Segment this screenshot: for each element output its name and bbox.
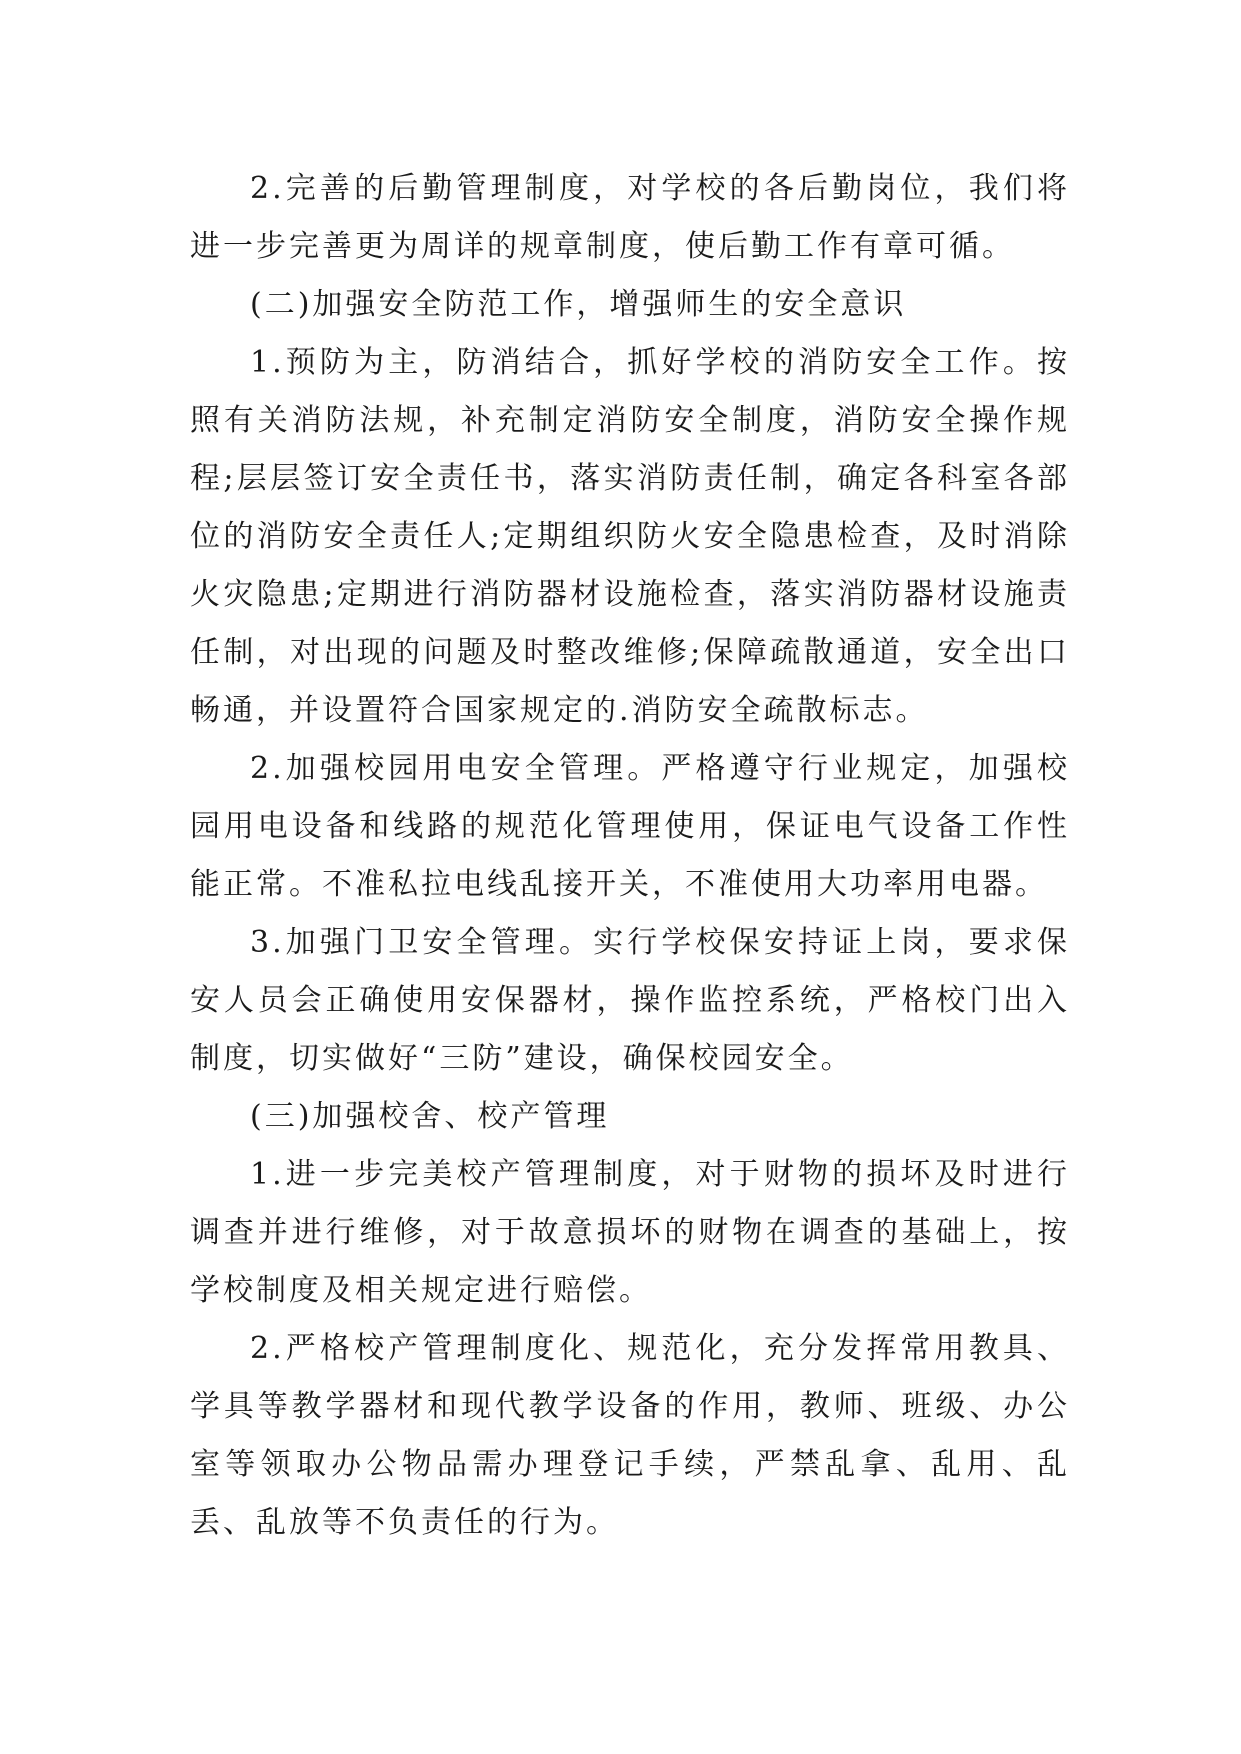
paragraph-logistics-rules: 2.完善的后勤管理制度，对学校的各后勤岗位，我们将进一步完善更为周详的规章制度，使后勤工作有章可循。	[190, 171, 1070, 264]
paragraph-electric-safety: 2.加强校园用电安全管理。严格遵守行业规定，加强校园用电设备和线路的规范化管理使用，保证电气设备工作性能正常。不准私拉电线乱接开关，不准使用大功率用电器。	[190, 751, 1070, 902]
paragraph-property-repair: 1.进一步完美校产管理制度，对于财物的损坏及时进行调查并进行维修，对于故意损坏的财物在调查的基础上，按学校制度及相关规定进行赔偿。	[190, 1157, 1070, 1308]
section-heading-property: (三)加强校舍、校产管理	[250, 1099, 610, 1134]
document-body	[190, 160, 1070, 1552]
section-heading-safety: (二)加强安全防范工作，增强师生的安全意识	[250, 287, 907, 322]
paragraph-gate-security: 3.加强门卫安全管理。实行学校保安持证上岗，要求保安人员会正确使用安保器材，操作监控系统，严格校门出入制度，切实做好“三防”建设，确保校园安全。	[190, 925, 1070, 1076]
paragraph-fire-safety: 1.预防为主，防消结合，抓好学校的消防安全工作。按照有关消防法规，补充制定消防安全制度，消防安全操作规程;层层签订安全责任书，落实消防责任制，确定各科室各部位的消防安全责任人;定期组织防火安全隐患检查，及时消除火灾隐患;定期进行消防器材设施检查，落实消防器材设施责任制，对出现的问题及时整改维修;保障疏散通道，安全出口畅通，并设置符合国家规定的.消防安全疏散标志。	[190, 345, 1070, 728]
paragraph-property-standardization: 2.严格校产管理制度化、规范化，充分发挥常用教具、学具等教学器材和现代教学设备的作用，教师、班级、办公室等领取办公物品需办理登记手续，严禁乱拿、乱用、乱丢、乱放等不负责任的行为。	[190, 1331, 1070, 1540]
